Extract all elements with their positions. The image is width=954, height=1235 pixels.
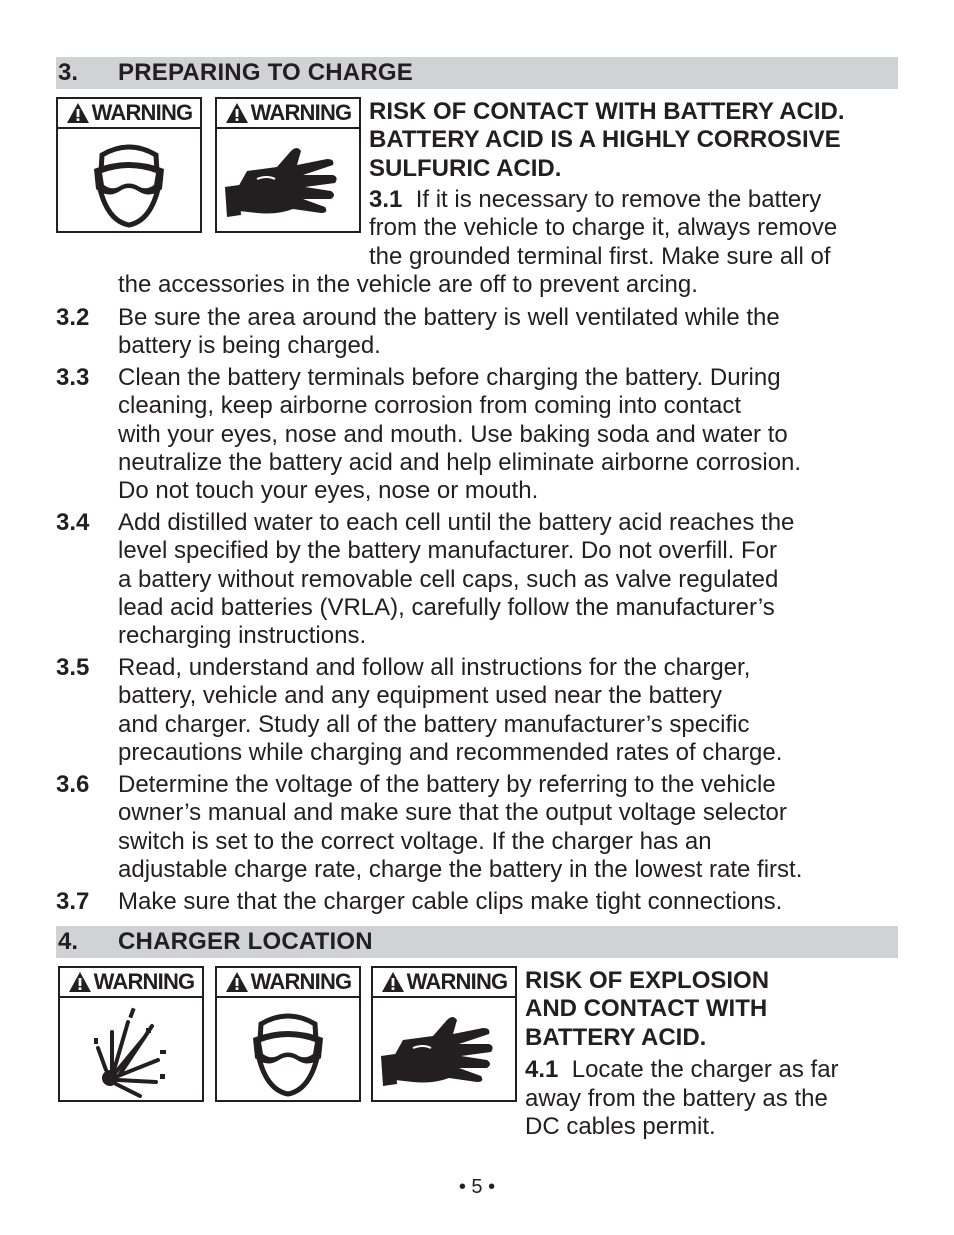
section-3-risk-line-2: BATTERY ACID IS A HIGHLY CORROSIVE <box>369 126 841 153</box>
section-4-number: 4. <box>58 928 79 955</box>
section-4-header <box>56 926 898 958</box>
item-body: Read, understand and follow all instructions for the charger, battery, vehicle and any equipment used near the battery and charger. Study all of the battery manufacturer’s specific precautions while charging and recommended rates of charge. <box>118 654 783 766</box>
item-number: 3.7 <box>56 888 90 915</box>
section-4-risk-line-1: RISK OF EXPLOSION <box>525 967 770 994</box>
item-number: 3.6 <box>56 771 90 798</box>
rubber-glove-icon <box>217 129 359 233</box>
item-body: Clean the battery terminals before charging the battery. During cleaning, keep airborne corrosion from coming into contact with your eyes, nose and mouth. Use baking soda and water to neutralize the battery acid and help eliminate airborne corrosion. Do not touch your eyes, nose or mouth. <box>118 364 802 505</box>
item-number: 3.2 <box>56 304 90 331</box>
section-3-header <box>56 57 898 89</box>
warning-header <box>60 968 202 998</box>
item-4-1-number: 4.1 <box>525 1056 559 1083</box>
rubber-glove-icon <box>373 998 515 1102</box>
goggles-face-icon <box>217 998 359 1102</box>
warning-label: WARNING <box>250 100 352 125</box>
warning-triangle-icon <box>225 971 249 993</box>
warning-header <box>373 968 515 998</box>
item-4-1-line-3: DC cables permit. <box>525 1113 716 1140</box>
item-4-1-line-1: 4.1 Locate the charger as far <box>525 1056 839 1083</box>
item-3-1-line-1: 3.1 If it is necessary to remove the battery <box>369 186 822 213</box>
warning-header <box>58 99 200 129</box>
item-number: 3.5 <box>56 654 90 681</box>
warning-header <box>217 968 359 998</box>
warning-sign-explosion <box>58 966 204 1102</box>
item-4-1-line-2: away from the battery as the <box>525 1085 828 1112</box>
section-4-title: CHARGER LOCATION <box>118 928 373 955</box>
warning-sign-eye-protection <box>215 966 361 1102</box>
warning-sign-hand-protection <box>371 966 517 1102</box>
page-number: • 5 • <box>458 1176 496 1198</box>
section-3-number: 3. <box>58 59 79 86</box>
item-body: Add distilled water to each cell until the battery acid reaches the level specified by the battery manufacturer. Do not overfill. For a battery without removable cell caps, such as valve regulated lead acid batteries (VRLA), carefully follow the manufacturer’s recharging instructions. <box>118 509 795 650</box>
item-3-1-line-3: the grounded terminal first. Make sure all of <box>369 243 831 270</box>
item-3-1-line-4: the accessories in the vehicle are off to prevent arcing. <box>118 271 698 298</box>
goggles-face-icon <box>58 129 200 233</box>
warning-triangle-icon <box>68 971 92 993</box>
explosion-icon <box>60 998 202 1102</box>
warning-triangle-icon <box>225 102 249 124</box>
warning-sign-hand-protection <box>215 97 361 233</box>
item-number: 3.3 <box>56 364 90 391</box>
item-body: Determine the voltage of the battery by referring to the vehicle owner’s manual and make sure that the output voltage selector switch is set to the correct voltage. If the charger has an adjustable charge rate, charge the battery in the lowest rate first. <box>118 771 803 883</box>
warning-header <box>217 99 359 129</box>
warning-label: WARNING <box>93 969 195 994</box>
warning-label: WARNING <box>91 100 193 125</box>
section-3-risk-line-3: SULFURIC ACID. <box>369 155 562 182</box>
item-body: Be sure the area around the battery is well ventilated while the battery is being charged. <box>118 304 780 360</box>
item-3-1-line-2: from the vehicle to charge it, always remove <box>369 214 838 241</box>
warning-label: WARNING <box>250 969 352 994</box>
item-number: 3.4 <box>56 509 90 536</box>
section-4-risk-line-3: BATTERY ACID. <box>525 1024 707 1051</box>
item-body: Make sure that the charger cable clips make tight connections. <box>118 888 783 915</box>
warning-triangle-icon <box>381 971 405 993</box>
warning-triangle-icon <box>66 102 90 124</box>
warning-sign-eye-protection <box>56 97 202 233</box>
section-4-risk-line-2: AND CONTACT WITH <box>525 995 768 1022</box>
section-3-risk-line-1: RISK OF CONTACT WITH BATTERY ACID. <box>369 98 845 125</box>
section-3-title: PREPARING TO CHARGE <box>118 59 413 86</box>
warning-label: WARNING <box>406 969 508 994</box>
item-3-1-number: 3.1 <box>369 186 403 213</box>
